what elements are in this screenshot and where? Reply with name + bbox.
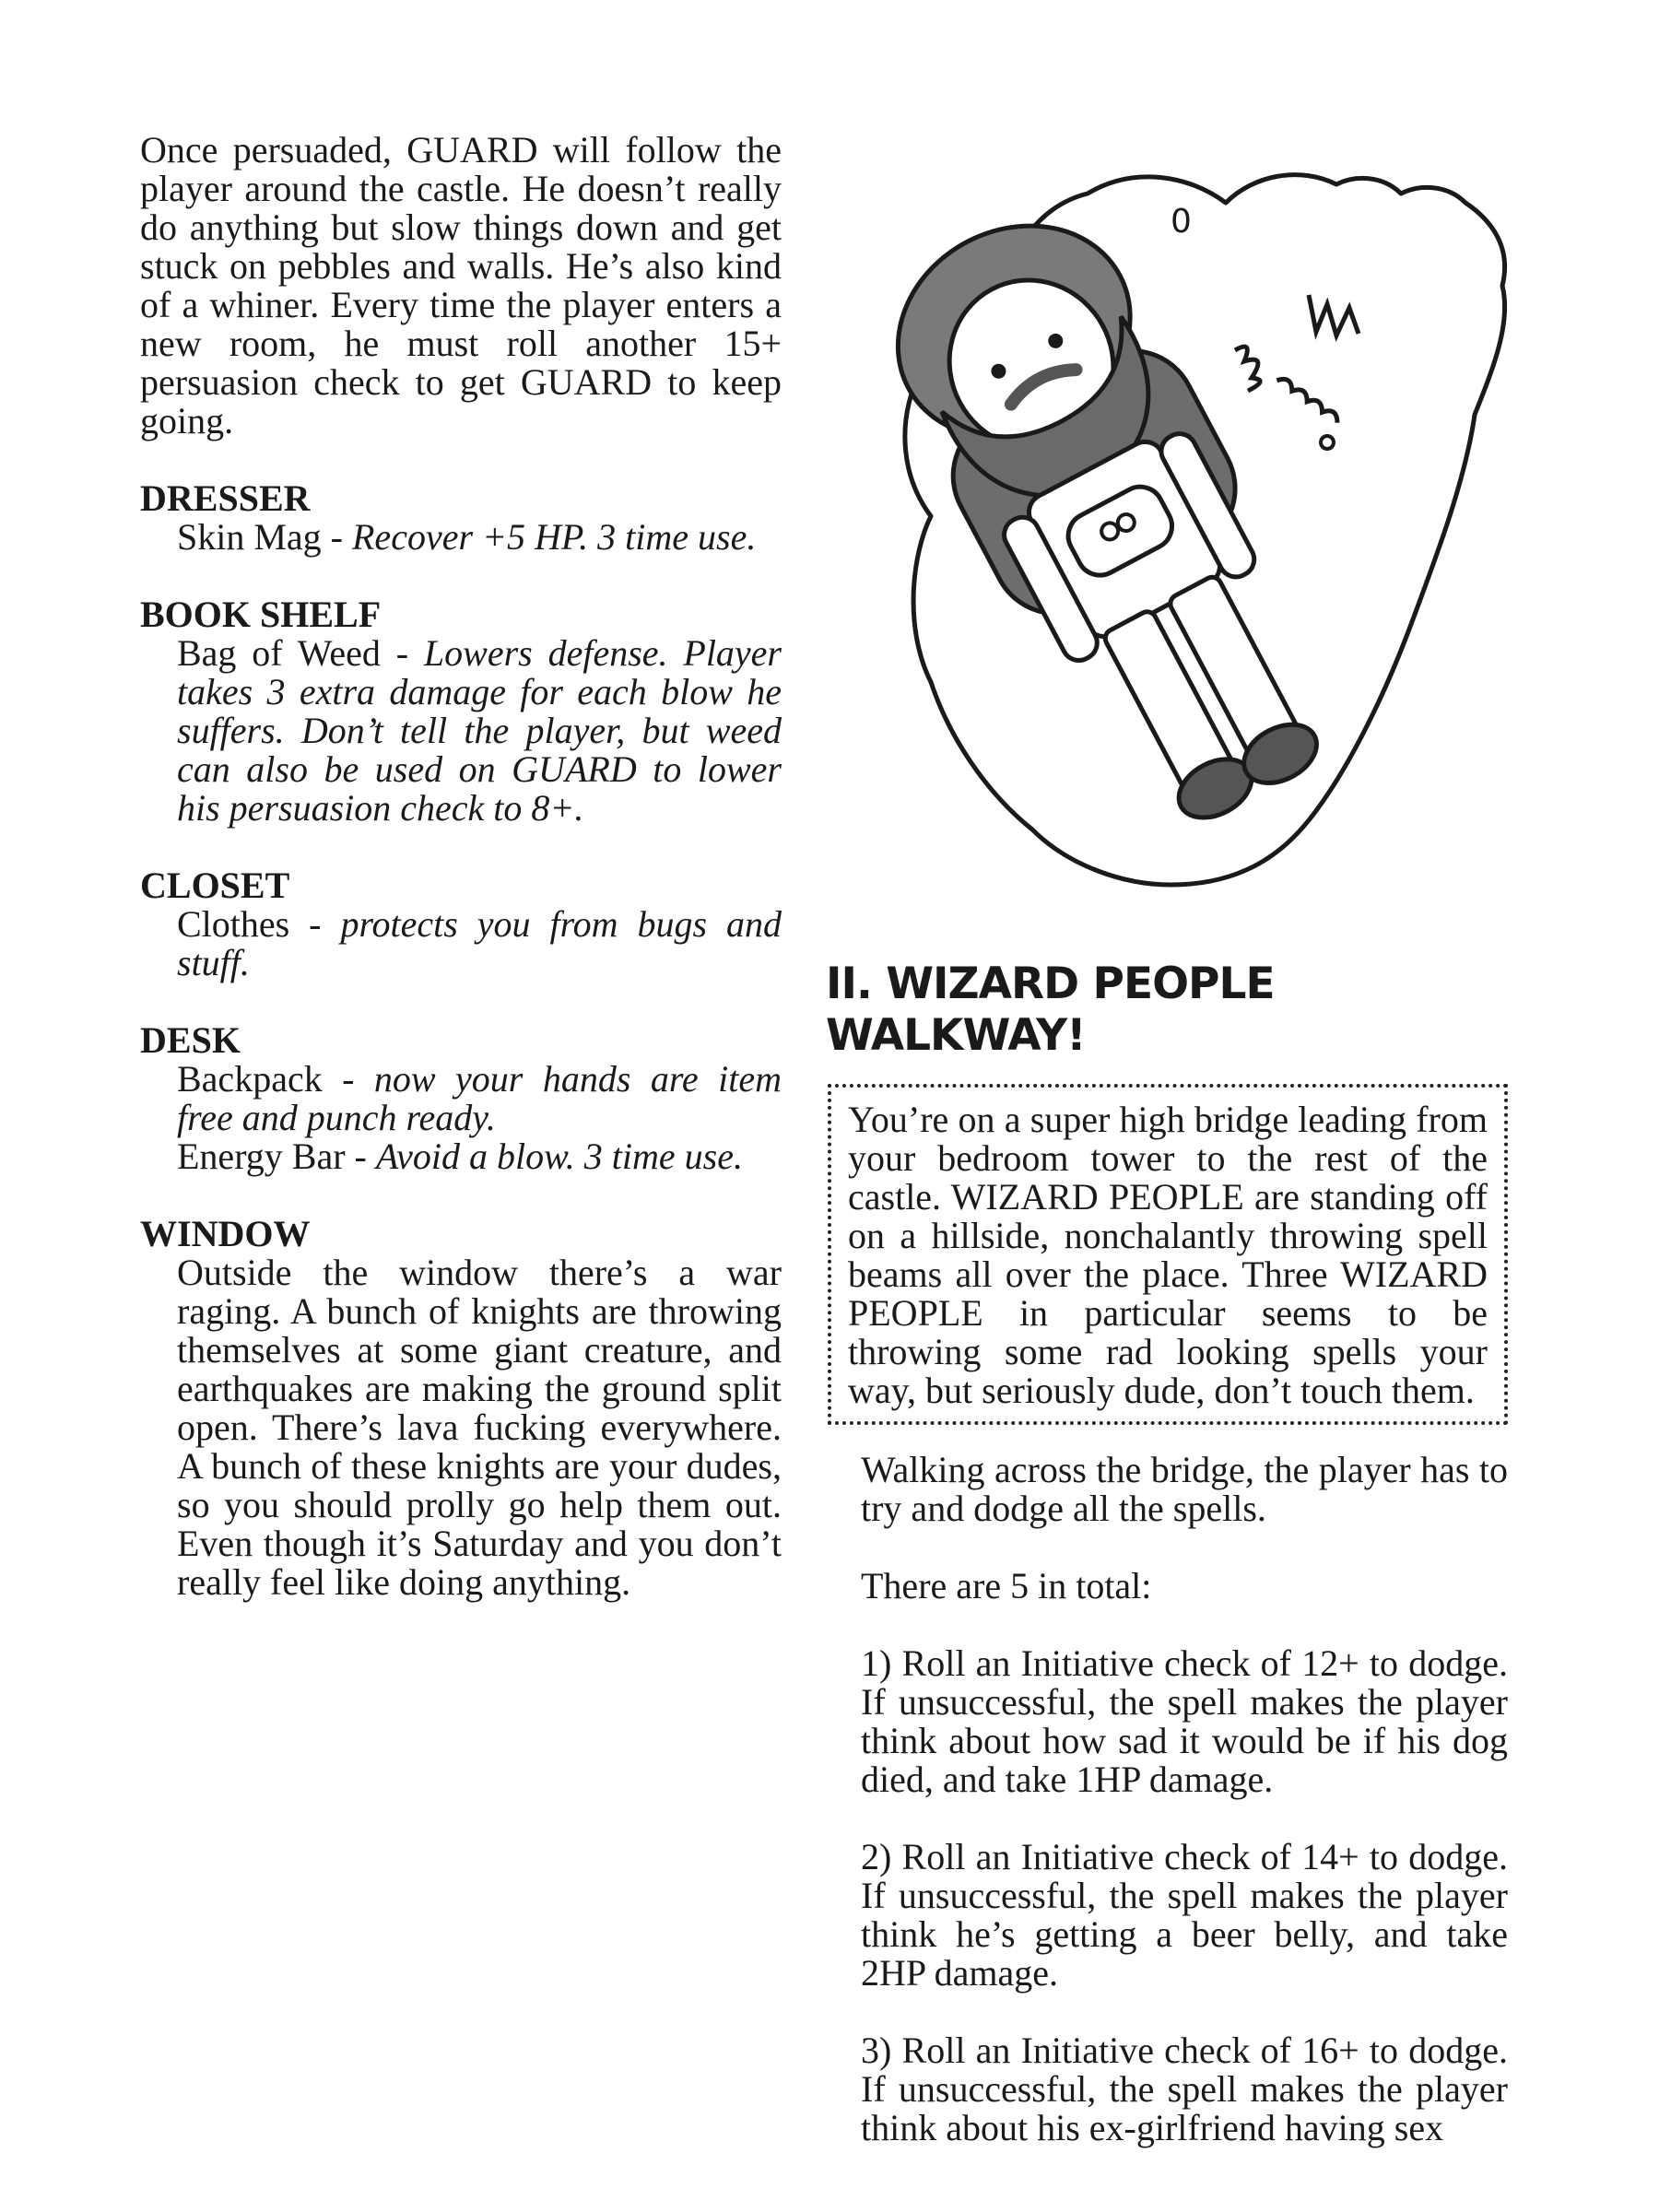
item-name: Clothes - bbox=[177, 903, 341, 945]
item-description: Avoid a blow. 3 time use. bbox=[375, 1135, 743, 1177]
closet-item bbox=[177, 905, 782, 982]
item-description: protects you from bugs and stuff. bbox=[177, 903, 782, 983]
paragraph-total: There are 5 in total: bbox=[861, 1565, 1152, 1606]
intro-paragraph: Once persuaded, GUARD will follow the player around the castle. He doesn’t really do anything but slow things down and get stuck on pebbles and walls. He’s also kind of a whiner. Every time the player enters a new room, he must roll another 15+ persuasion check to get GUARD to keep going. bbox=[140, 129, 782, 441]
item-name: Energy Bar - bbox=[177, 1135, 376, 1177]
item-name: Backpack - bbox=[177, 1058, 374, 1100]
section-dresser bbox=[140, 479, 782, 557]
section-window bbox=[140, 1215, 782, 1602]
item-description: now your hands are item free and punch ready. bbox=[177, 1058, 782, 1138]
desk-item-energy-bar bbox=[177, 1137, 782, 1176]
left-column bbox=[140, 131, 782, 1602]
snore-o-mark: 0 bbox=[1171, 203, 1192, 241]
desk-item-backpack bbox=[177, 1060, 782, 1137]
bookshelf-item bbox=[177, 634, 782, 828]
closet-title: CLOSET bbox=[140, 865, 290, 906]
dresser-title: DRESSER bbox=[140, 477, 311, 519]
sleeping-knight-illustration bbox=[866, 147, 1512, 922]
item-description: Recover +5 HP. 3 time use. bbox=[352, 516, 757, 558]
section-desk bbox=[140, 1021, 782, 1176]
dresser-item bbox=[177, 518, 782, 557]
window-title: WINDOW bbox=[140, 1213, 311, 1254]
section-heading: II. WIZARD PEOPLE WALKWAY! bbox=[826, 959, 1275, 1061]
section-closet bbox=[140, 866, 782, 982]
section-bookshelf bbox=[140, 595, 782, 828]
item-name: Bag of Weed - bbox=[177, 632, 424, 674]
item-name: Skin Mag - bbox=[177, 516, 352, 558]
spell-3: 3) Roll an Initiative check of 16+ to dodge. If unsuccessful, the spell makes the player think about his ex-girlfriend having sex bbox=[861, 2030, 1508, 2148]
read-aloud-box: You’re on a super high bridge leading from your bedroom tower to the rest of the castle. WIZARD PEOPLE are standing off on a hillside, nonchalantly throwing spell beams all over the place. Three WIZARD PEOPLE in particular seems to be throwing some rad looking spells your way, but seriously dude, don’t touch them. bbox=[828, 1084, 1508, 1425]
desk-title: DESK bbox=[140, 1019, 241, 1061]
right-column bbox=[826, 959, 1508, 2186]
window-description: Outside the window there’s a war raging. A bunch of knights are throwing themselves at some giant creature, and earthquakes are making the ground split open. There’s lava fucking everywhere. A bunch of these knights are your dudes, so you should prolly go help them out. Even though it’s Saturday and you don’t really feel like doing anything. bbox=[177, 1252, 782, 1603]
rules-body bbox=[861, 1451, 1508, 2147]
paragraph-bridge: Walking across the bridge, the player has to try and dodge all the spells. bbox=[861, 1449, 1508, 1529]
spell-1: 1) Roll an Initiative check of 12+ to dodge. If unsuccessful, the spell makes the player think about how sad it would be if his dog died, and take 1HP damage. bbox=[861, 1642, 1508, 1800]
bookshelf-title: BOOK SHELF bbox=[140, 594, 382, 635]
spell-2: 2) Roll an Initiative check of 14+ to dodge. If unsuccessful, the spell makes the player think he’s getting a beer belly, and take 2HP damage. bbox=[861, 1836, 1508, 1994]
item-description: Lowers defense. Player takes 3 extra damage for each blow he suffers. Don’t tell the player, but weed can also be used on GUARD to lower his persuasion check to 8+. bbox=[177, 632, 782, 829]
